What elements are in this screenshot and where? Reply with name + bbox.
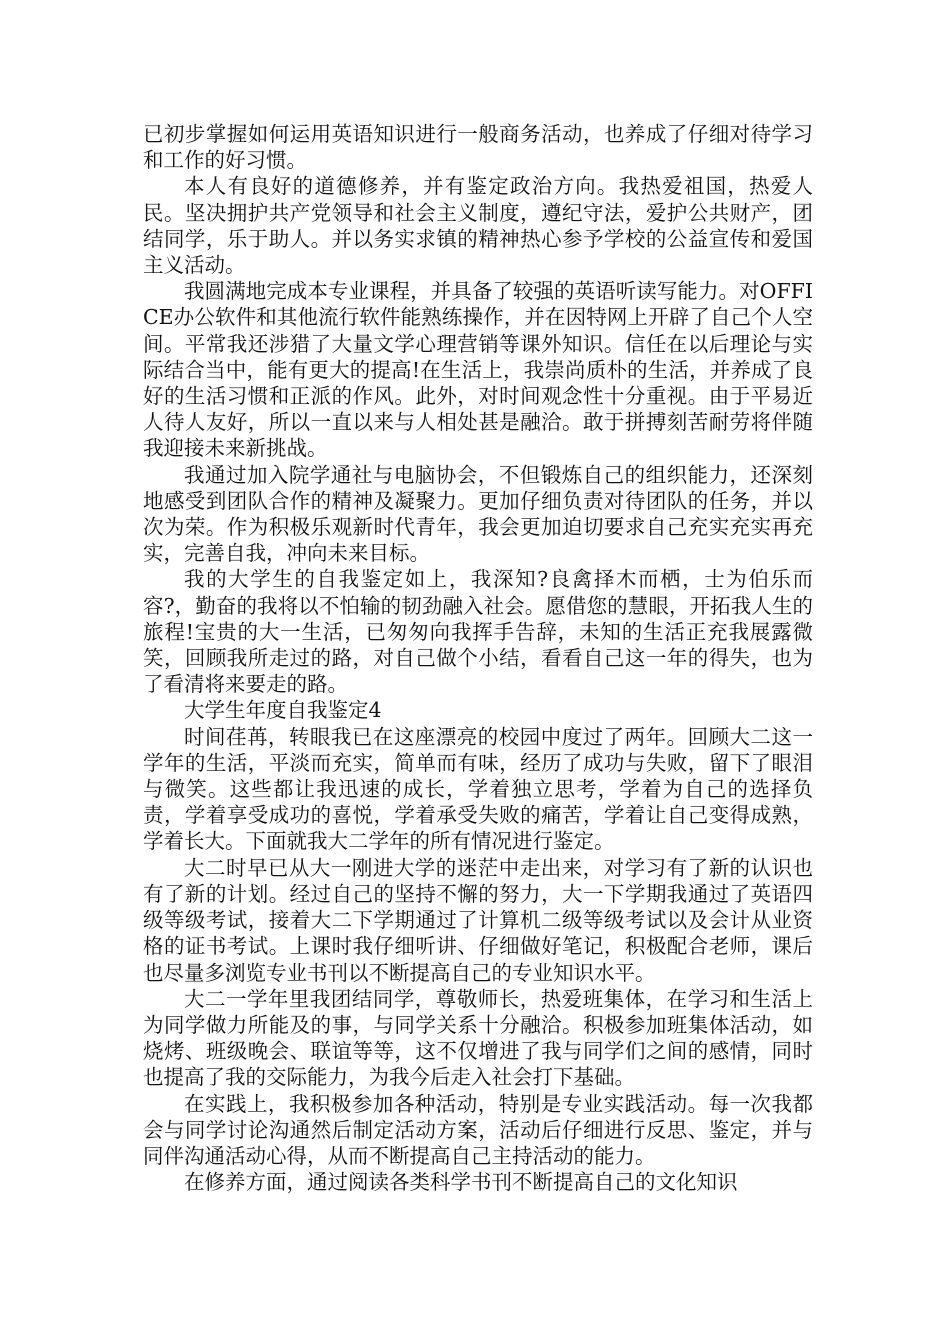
- paragraph-study: 大二时早已从大一刚进大学的迷茫中走出来，对学习有了新的认识也有了新的计划。经过自己的坚持不懈的努力，大一下学期我通过了英语四级等级考试，接着大二下学期通过了计算机二级等级考试以及会计从业资格的证书考试。上课时我仔细听讲、仔细做好笔记，积极配合老师，课后也尽量多浏览专业书刊以不断提高自己的专业知识水平。: [143, 855, 813, 985]
- paragraph-courses: 我圆满地完成本专业课程，并具备了较强的英语听读写能力。对OFFICE办公软件和其他流行软件能熟练操作，并在因特网上开辟了自己个人空间。平常我还涉猎了大量文学心理营销等课外知识。信任在以后理论与实际结合当中，能有更大的提高!在生活上，我崇尚质朴的生活，并养成了良好的生活习惯和正派的作风。此外，对时间观念性十分重视。由于平易近人待人友好，所以一直以来与人相处甚是融洽。敢于拼搏刻苦耐劳将伴随我迎接未来新挑战。: [143, 279, 813, 461]
- paragraph-continuation: 已初步掌握如何运用英语知识进行一般商务活动，也养成了仔细对待学习和工作的好习惯。: [143, 122, 813, 173]
- paragraph-summary: 我的大学生的自我鉴定如上，我深知?良禽择木而栖，士为伯乐而容?，勤奋的我将以不怕输的韧劲融入社会。愿借您的慧眼，开拓我人生的旅程!宝贵的大一生活，已匆匆向我挥手告辞，未知的生活正充我展露微笑，回顾我所走过的路，对自己做个小结，看看自己这一年的得失，也为了看清将来要走的路。: [143, 567, 813, 697]
- paragraph-classmates: 大二一学年里我团结同学，尊敬师长，热爱班集体，在学习和生活上为同学做力所能及的事，与同学关系十分融洽。积极参加班集体活动，如烧烤、班级晚会、联谊等等，这不仅增进了我与同学们之间的感情，同时也提高了我的交际能力，为我今后走入社会打下基础。: [143, 986, 813, 1090]
- paragraph-cultivation: 在修养方面，通过阅读各类科学书刊不断提高自己的文化知识: [184, 1170, 738, 1195]
- document-body: [143, 121, 813, 1195]
- section-heading: 大学生年度自我鉴定4: [184, 698, 382, 723]
- paragraph-morality: 本人有良好的道德修养，并有鉴定政治方向。我热爱祖国，热爱人民。坚决拥护共产党领导和社会主义制度，遵纪守法，爱护公共财产，团结同学，乐于助人。并以务实求镇的精神热心参予学校的公益宣传和爱国主义活动。: [143, 174, 813, 278]
- paragraph-teamwork: 我通过加入院学通社与电脑协会，不但锻炼自己的组织能力，还深刻地感受到团队合作的精神及凝聚力。更加仔细负责对待团队的任务，并以次为荣。作为积极乐观新时代青年，我会更加迫切要求自己充实充实再充实，完善自我，冲向未来目标。: [143, 462, 813, 566]
- paragraph-practice: 在实践上，我积极参加各种活动，特别是专业实践活动。每一次我都会与同学讨论沟通然后制定活动方案，活动后仔细进行反思、鉴定，并与同伴沟通活动心得，从而不断提高自己主持活动的能力。: [143, 1091, 813, 1168]
- paragraph-intro: 时间荏苒，转眼我已在这座漂亮的校园中度过了两年。回顾大二这一学年的生活，平淡而充实，简单而有味，经历了成功与失败，留下了眼泪与微笑。这些都让我迅速的成长，学着独立思考，学着为自己的选择负责，学着享受成功的喜悦，学着承受失败的痛苦，学着让自己变得成熟，学着长大。下面就我大二学年的所有情况进行鉴定。: [143, 724, 813, 854]
